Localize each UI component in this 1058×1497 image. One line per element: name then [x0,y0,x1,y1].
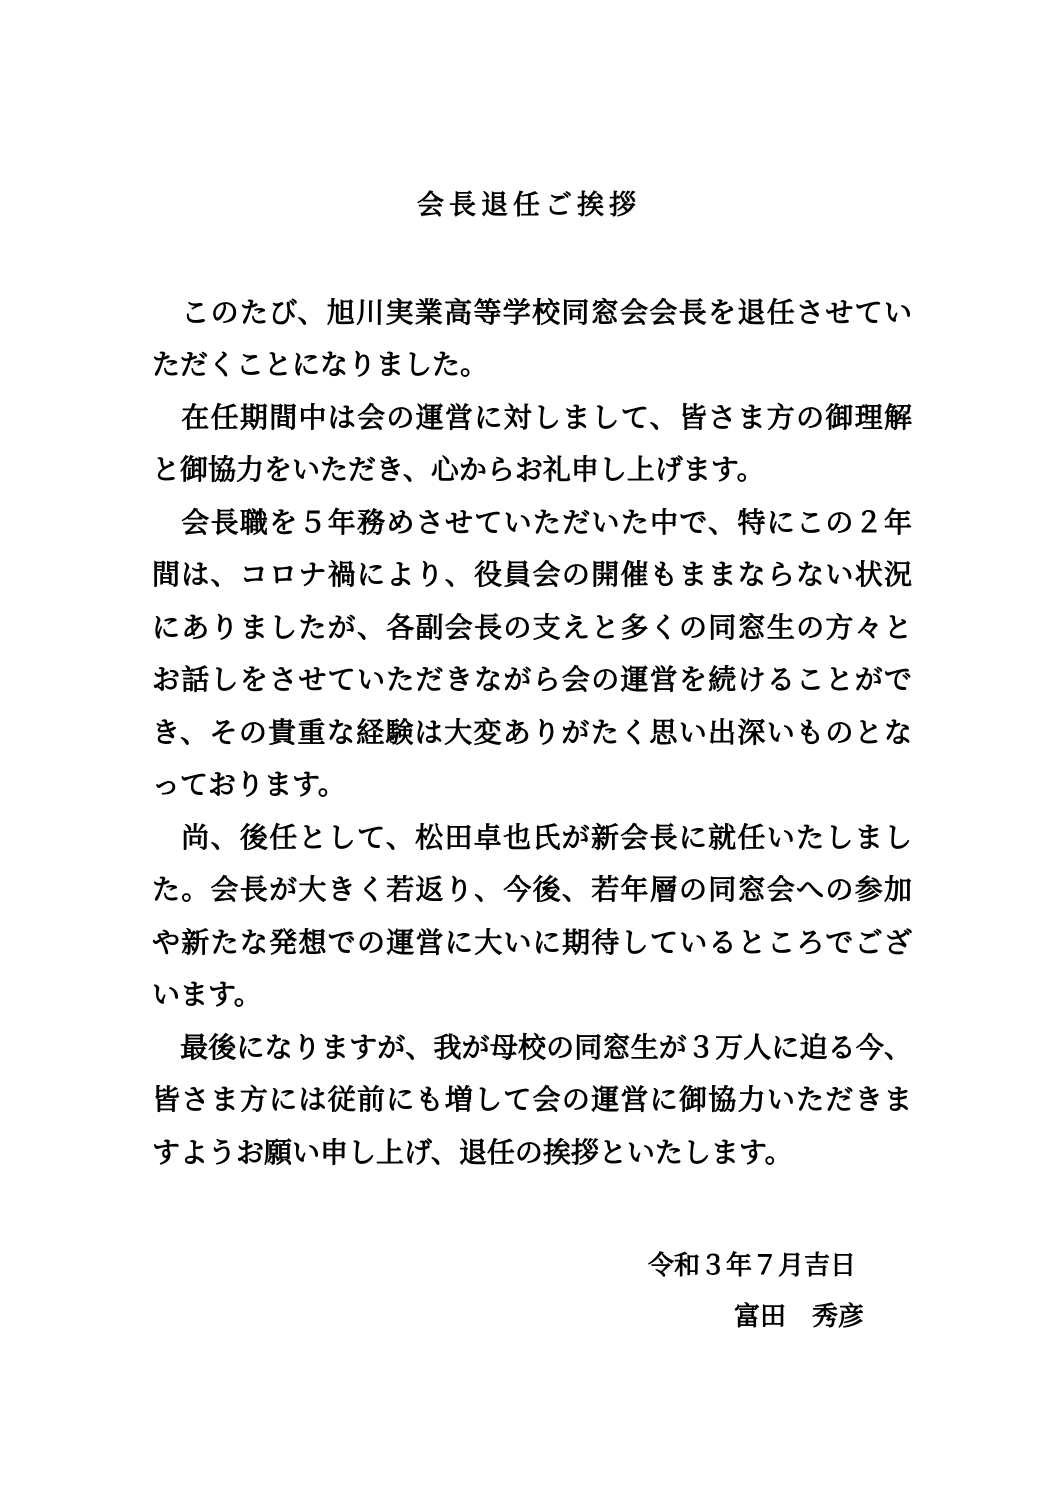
body-line: き、その貴重な経験は大変ありがたく思い出深いものとな [152,716,912,749]
body-line: た。会長が大きく若返り、今後、若年層の同窓会への参加 [152,873,912,906]
body-line: ただくことになりました。 [152,348,489,381]
body-line: います。 [152,978,262,1011]
body-line: このたび、旭川実業高等学校同窓会会長を退任させてい [152,296,912,329]
body-line: すようお願い申し上げ、退任の挨拶といたします。 [152,1136,793,1169]
body-line: っております。 [152,768,346,801]
body-line: お話しをさせていただきながら会の運営を続けることがで [152,663,912,696]
body-line: 会長職を５年務めさせていただいた中で、特にこの２年 [152,506,912,539]
body-line: 在任期間中は会の運営に対しまして、皆さま方の御理解 [152,401,912,434]
body-line: や新たな発想での運営に大いに期待しているところでござ [152,926,912,959]
body-line: と御協力をいただき、心からお礼申し上げます。 [152,453,765,486]
body-line: 皆さま方には従前にも増して会の運営に御協力いただきま [152,1083,912,1116]
body-line: 尚、後任として、松田卓也氏が新会長に就任いたしまし [152,821,912,854]
letter-date: 令和３年７月吉日 [648,1251,857,1281]
body-line: にありましたが、各副会長の支えと多くの同窓生の方々と [152,611,912,644]
body-line: 最後になりますが、我が母校の同窓生が３万人に迫る今、 [152,1031,912,1064]
document-title: 会長退任ご挨拶 [417,190,641,221]
signature-name: 富田 秀彦 [734,1302,865,1332]
body-line: 間は、コロナ禍により、役員会の開催もままならない状況 [152,558,912,591]
